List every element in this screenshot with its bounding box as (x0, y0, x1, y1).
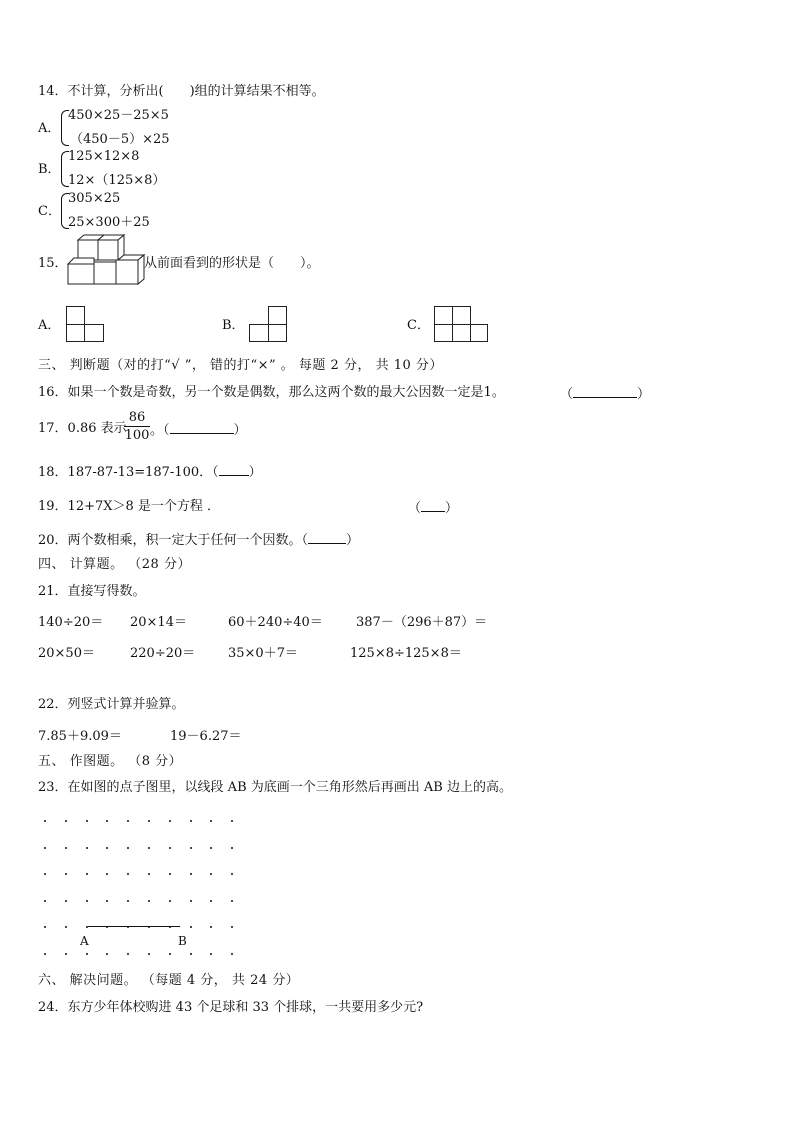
grid-dot (106, 900, 108, 902)
grid-dot (148, 847, 150, 849)
q14-stem: 14．不计算，分析出( )组的计算结果不相等。 (38, 84, 325, 99)
grid-dot (231, 873, 233, 875)
q16-answer-blank[interactable]: （ ） (560, 387, 651, 402)
grid-dot (127, 953, 129, 955)
grid-dot (190, 900, 192, 902)
grid-dot (127, 873, 129, 875)
grid-dot (44, 873, 46, 875)
grid-dot (231, 900, 233, 902)
q14-option-b-label: B． (38, 162, 61, 177)
grid-dot (190, 820, 192, 822)
q19-answer-blank[interactable]: （ ） (408, 501, 459, 516)
grid-dot (231, 926, 233, 928)
section-3-heading: 三、 判断题（对的打“√ ”， 错的打“×” 。 每题 2 分， 共 10 分） (38, 358, 443, 373)
grid-dot (231, 953, 233, 955)
grid-dot (210, 953, 212, 955)
q22-item: 19－6.27＝ (170, 729, 242, 744)
q14-option-c-label: C． (38, 204, 61, 219)
grid-dot (44, 847, 46, 849)
q23-stem: 23．在如图的点子图里，以线段 AB 为底画一个三角形然后再画出 AB 边上的高。 (38, 780, 512, 795)
grid-dot (86, 900, 88, 902)
q15-option-a-shape (66, 306, 104, 342)
q17-numerator: 86 (128, 410, 146, 425)
q15-option-b-label: B． (222, 318, 245, 333)
q21-item: 125×8÷125×8＝ (350, 646, 462, 661)
q21-item: 387－（296＋87）＝ (356, 615, 488, 630)
point-a-label: A (80, 934, 89, 948)
grid-dot (148, 953, 150, 955)
grid-dot (106, 820, 108, 822)
section-4-heading: 四、 计算题。 （28 分） (38, 557, 191, 572)
grid-dot (44, 900, 46, 902)
q14-option-b-line2: 12×（125×8） (68, 173, 166, 188)
grid-dot (190, 953, 192, 955)
grid-dot (86, 873, 88, 875)
point-b-label: B (178, 934, 187, 948)
grid-dot (190, 873, 192, 875)
q21-item: 220÷20＝ (130, 646, 196, 661)
grid-dot (65, 926, 67, 928)
q16-text: 16．如果一个数是奇数，另一个数是偶数，那么这两个数的最大公因数一定是1。 (38, 385, 505, 400)
q14-option-a-line2: （450－5）×25 (70, 132, 170, 147)
grid-dot (86, 847, 88, 849)
q18-answer-blank[interactable]: 18．187-87-13=187-100．（ ） (38, 465, 262, 480)
q20-answer-blank[interactable]: 20．两个数相乘，积一定大于任何一个因数。（ ） (38, 533, 360, 548)
grid-dot (86, 953, 88, 955)
q21-item: 20×50＝ (38, 646, 95, 661)
q19-text: 19．12+7X＞8 是一个方程 ． (38, 499, 221, 514)
grid-dot (106, 953, 108, 955)
grid-dot (231, 820, 233, 822)
q17-denominator: 100 (124, 428, 150, 443)
q15-number: 15． (38, 256, 68, 271)
grid-dot (169, 953, 171, 955)
grid-dot (169, 900, 171, 902)
q14-option-c-line2: 25×300＋25 (68, 215, 150, 230)
q17-fraction (124, 410, 150, 443)
grid-dot (210, 926, 212, 928)
q17-text: 17．0.86 表示 (38, 421, 127, 436)
grid-dot (148, 873, 150, 875)
grid-dot (169, 847, 171, 849)
grid-dot (127, 900, 129, 902)
grid-dot (65, 847, 67, 849)
grid-dot (65, 900, 67, 902)
q15-stem: 从前面看到的形状是（ ）。 (144, 256, 320, 271)
q14-option-a-line1: 450×25－25×5 (68, 108, 169, 123)
grid-dot (127, 847, 129, 849)
segment-ab (88, 926, 180, 927)
q15-option-c-label: C． (407, 318, 430, 333)
grid-dot (148, 900, 150, 902)
grid-dot (65, 953, 67, 955)
grid-dot (106, 847, 108, 849)
section-6-heading: 六、 解决问题。 （每题 4 分， 共 24 分） (38, 973, 300, 988)
grid-dot (44, 820, 46, 822)
q15-option-b-shape (249, 306, 287, 342)
grid-dot (169, 873, 171, 875)
section-5-heading: 五、 作图题。 （8 分） (38, 754, 183, 769)
grid-dot (210, 873, 212, 875)
grid-dot (231, 847, 233, 849)
q22-item: 7.85＋9.09＝ (38, 729, 122, 744)
q14-option-b-line1: 125×12×8 (68, 149, 140, 164)
grid-dot (210, 820, 212, 822)
q15-option-a-label: A． (38, 318, 61, 333)
q14-option-c-line1: 305×25 (68, 191, 121, 206)
grid-dot (65, 820, 67, 822)
grid-dot (65, 873, 67, 875)
q17-answer-blank[interactable]: 。（ ） (150, 423, 247, 438)
q22-stem: 22．列竖式计算并验算。 (38, 697, 185, 712)
grid-dot (169, 820, 171, 822)
q21-item: 20×14＝ (130, 615, 187, 630)
grid-dot (148, 820, 150, 822)
q21-stem: 21．直接写得数。 (38, 584, 146, 599)
grid-dot (127, 820, 129, 822)
grid-dot (44, 953, 46, 955)
grid-dot (210, 847, 212, 849)
grid-dot (210, 900, 212, 902)
grid-dot (190, 847, 192, 849)
grid-dot (106, 873, 108, 875)
q21-item: 35×0＋7＝ (228, 646, 298, 661)
q21-item: 140÷20＝ (38, 615, 104, 630)
grid-dot (44, 926, 46, 928)
q24-stem: 24．东方少年体校购进 43 个足球和 33 个排球，一共要用多少元? (38, 1000, 424, 1015)
grid-dot (190, 926, 192, 928)
q15-option-c-shape (434, 306, 488, 342)
q21-item: 60＋240÷40＝ (228, 615, 323, 630)
q14-option-a-label: A． (38, 121, 61, 136)
cube-stack-figure (64, 234, 146, 286)
grid-dot (86, 820, 88, 822)
